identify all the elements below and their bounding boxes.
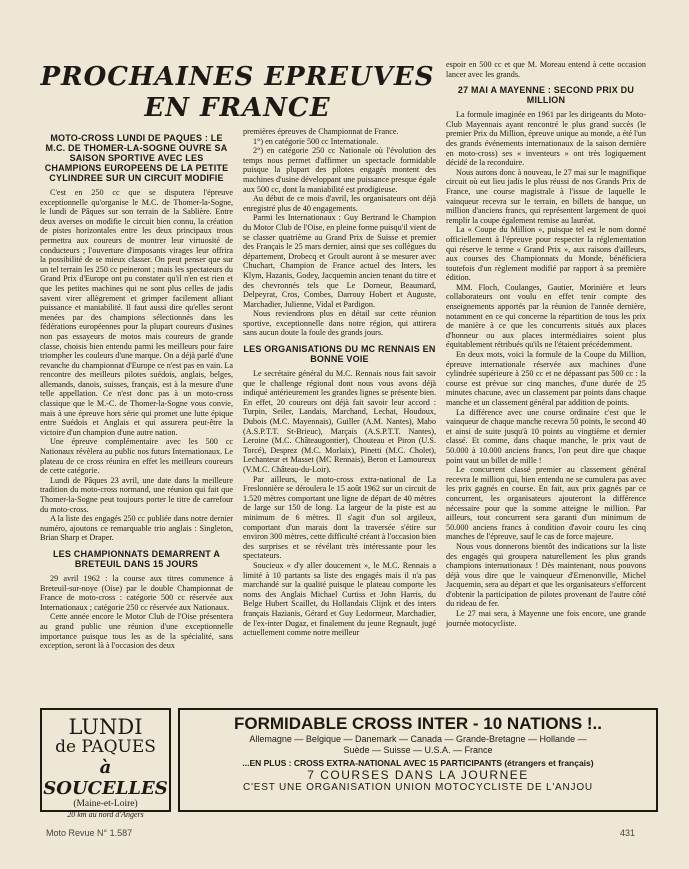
article-heading-breteuil: LES CHAMPIONNATS DEMARRENT A BRETEUIL DANS 15 JOURS xyxy=(52,548,221,569)
paragraph: Le secrétaire général du M.C. Rennais nous fait savoir que le challenge régional dont nous vous avons déjà indiqué antérieurement les grandes lignes se présente bien. En effet, 20 coureurs ont déjà fait savoir leur accord : Turpin, Seiler, Landais, Marchand, Lechat, Houdoux, Dubois (M.C. Mayennais), Guiller (A.M. Nantes), Mabo (A.S.P.T.T. St-Brieuc), Marçais (A.S.P.T.T. Nantes), Leroine (M.C. Châteaugontier), Chouteau et Piron (U.S. Torcé), Desprez (M.C. Morlaix), Pinetti (M.C. Cholet), Lechanteur et Masset (MC Rennais), Beron et Lamoureux (V.M.C. Château-du-Loir). xyxy=(243,369,436,474)
paragraph: 1°) en catégorie 500 cc Internationale. xyxy=(253,136,379,146)
article-column-3 xyxy=(446,60,646,697)
advert-line: 7 COURSES DANS LA JOURNEE xyxy=(307,768,529,782)
advert-line: (Maine-et-Loire) xyxy=(73,799,138,809)
advert-line: 20 km au nord d'Angers xyxy=(67,810,144,819)
advert-cross-inter xyxy=(178,708,658,812)
paragraph: Une épreuve complémentaire avec les 500 cc Nationaux révèlera au public nos futurs Internationaux. Le plateau de ce cross réunira en effet les meilleurs coureurs de cette catégorie. xyxy=(40,437,233,476)
page-headline xyxy=(40,62,435,124)
advert-line: LUNDI xyxy=(68,715,143,739)
paragraph: Nous aurons donc à nouveau, le 27 mai sur le magnifique circuit où eut lieu jadis le plus réussi de nos Grands Prix de France, une course magistrale à l'issue de laquelle le vainqueur recevra sur le terrain, en billets de banque, un million d'anciens francs, qui représentent largement de quoi remplir la coupe également remise au lauréat. xyxy=(446,167,646,225)
paragraph: 2°) en catégorie 250 cc Nationale où l'évolution des temps nous permet d'affirmer un spectacle formidable puisque la plupart des pilotes engagés montent des machines d'usine développant une puissance presque égale aux 500 cc, dont la maniabilité est prodigieuse. xyxy=(243,146,436,194)
paragraph: A la liste des engagés 250 cc publiée dans notre dernier numéro, ajoutons ce remarquable trio anglais : Singleton, Brian Sharp et Draper. xyxy=(40,514,233,543)
paragraph: premières épreuves de Championnat de France. xyxy=(243,127,399,136)
advert-line: C'EST UNE ORGANISATION UNION MOTOCYCLISTE DE L'ANJOU xyxy=(243,782,593,793)
footer-page-number: 431 xyxy=(620,828,636,838)
paragraph: La « Coupe du Million », puisque tel est le nom donné officiellement à l'épreuve pour respecter la réglementation qui réserve le terme « Grand Prix », aux raisons d'ailleurs, aux courses des Championnats du Monde, bénéficiera toutefois d'un règlement modifié par rapport à sa première édition. xyxy=(446,225,646,283)
paragraph: En deux mots, voici la formule de la Coupe du Million, épreuve internationale réservée aux machines d'une cylindrée supérieure à 250 cc et ne dépassant pas 500 cc : la course est prévue sur cinq manches, d'une durée de 25 minutes chacune, avec un classement par points dans chaque manche et un classement général par addition de points. xyxy=(446,350,646,407)
paragraph: Cette année encore le Motor Club de l'Oise présentera au grand public une réunion d'une exceptionnelle importance puisque tous les as de la spécialité, sans exception, seront là à l'occasion des deux xyxy=(40,612,233,651)
paragraph: Parmi les Internationaux : Guy Bertrand le Champion du Motor Club de l'Oise, en pleine forme puisqu'il vient de se classer quatrième au Grand Prix de Suisse et premier des Français le 25 mars dernier, ainsi que ses collègues du département, Drobecq et Groult auront à se mesurer avec Chuchart, Champion de France actuel des Inters, les Klym, Hazanis, Godey, Jacquemin ancien tenant du titre et des chevronnés tels que Le Dorneur, Beaumard, Delpeyrat, Cros, Combes, Darrouy Hobert et Auguste, Marchadier, Julienne, Vidal et Pardigon. xyxy=(243,213,436,309)
paragraph: Par ailleurs, le moto-cross extra-national de La Freslonnière se déroulera le 15 août 1962 sur un circuit de 1.520 mètres comportant une ligne de départ de 40 mètres de large sur 150 de long. La largeur de la piste est au minimum de 6 mètres. Il s'agit d'un sol argileux, comportant d'un marais dont la traversée s'étire sur environ 300 mètres, cette difficulté créant à l'occasion bien des surprises et se révélant très intéressante pour les spectateurs. xyxy=(243,474,436,561)
advert-line: de PAQUES xyxy=(55,737,156,757)
advert-line: à SOUCELLES xyxy=(43,757,168,799)
paragraph: Soucieux « d'y aller doucement », le M.C. Rennais a limité à 10 partants sa liste des engagés mais il n'a pas marchandé sur la qualité puisque le plateau comporte les noms des Anglais Michael Curtiss et John Harris, du Belge Hubert Scaillet, du Hollandais Clijnk et des inters français Hazianis, Gérard et Guy Ledormeur, Marchadier, de l'ex-inter Dugaz, et finalement du jeune Regnault, jugé actuellement comme notre meilleur xyxy=(243,560,436,638)
footer-issue: Moto Revue N° 1.587 xyxy=(46,828,133,838)
paragraph: espoir en 500 cc et que M. Moreau entend à cette occasion lancer avec les grands. xyxy=(446,60,646,79)
article-heading-rennais: LES ORGANISATIONS DU MC RENNAIS EN BONNE VOIE xyxy=(243,344,436,365)
headline-line-1: PROCHAINES EPREUVES xyxy=(40,62,435,92)
advert-lundi-soucelles xyxy=(40,708,171,819)
paragraph: C'est en 250 cc que se disputera l'épreuve exceptionnelle qu'organise le M.C. de Thomer-la-Sogne, le lundi de Pâques sur son terrain de la Sablière. Entre deux averses on modifie le circuit bien connu, la création de pistes horizontales entre les deux principaux trous permettra aux coureurs de montrer leur virtuosité de conducteurs ; l'ouverture d'imposants virages leur offrira la possibilité de se mieux classer. On peut penser que sur un tel terrain les 250 cc peineront ; mais les spectateurs du Grand Prix d'Europe ont pu constater qu'il n'en est rien et que les petites machines qui ne sont plus celles de jadis savent virer allègrement et grimper facilement alliant puissance et maniabilité. Il faut aussi dire qu'elles seront menées par des champions sélectionnés dans les fédérations européennes pour la plupart coureurs d'usines non pas essayeurs de motos mais coureurs de grande classe, choisis bien entendu parmi les meilleurs pour faire triompher les couleurs d'une marque. On a déjà parlé d'une revanche du championnat d'Europe ce n'est pas en vain. La rencontre des meilleurs pilotes suédois, anglais, belges, allemands, danois, suisses, français, est à la mesure d'une telle appellation. Ce n'est donc pas à un moto-cross classique que le M.-C. de Thomer-la-Sogne vous convie, mais à une épreuve hors série qui promet une lutte épique entre Suédois et Anglais et qui assurera peut-être la victoire d'un champion d'une autre nation. xyxy=(40,188,233,437)
paragraph: La formule imaginée en 1961 par les dirigeants du Moto-Club Mayennais ayant rencontré le plus grand succès (le premier Prix du Million, épreuve unique au monde, a été l'un des grands événements internationaux de la saison dernière en moto-cross) ses « inventeurs » ont très logiquement décidé de la reconduire. xyxy=(446,110,646,168)
article-heading-mayenne: 27 MAI A MAYENNE : SECOND PRIX DU MILLION xyxy=(457,85,635,106)
paragraph: Au début de ce mois d'avril, les organisateurs ont déjà enregistré plus de 40 engagements. xyxy=(243,194,436,213)
advert-nations: Suède — Suisse — U.S.A. — France xyxy=(343,745,493,755)
advert-nations: Allemagne — Belgique — Danemark — Canada — Grande-Bretagne — Hollande — xyxy=(249,734,587,744)
paragraph: Nous reviendrons plus en détail sur cette réunion sportive, exceptionnelle dans notre région, qui attirera sans aucun doute la foule des grands jours. xyxy=(243,309,436,338)
paragraph: La différence avec une course ordinaire c'est que le vainqueur de chaque manche recevra 50 points, le second 40 et ainsi de suite jusqu'à 10 points au vingtième et dernier classé. Et comme, dans chaque manche, le prix vaut de 50.000 à 10.000 anciens francs, l'on peut dire que chaque point vaut un billet de mille ! xyxy=(446,407,646,465)
paragraph: Nous vous donnerons bientôt des indications sur la liste des engagés qui groupera naturellement les plus grands champions internationaux ! Dès maintenant, nous pouvons déjà vous dire que le vainqueur d'Ernenonville, Michel Jacquemin, sera au départ et que les organisateurs s'efforcent d'obtenir la participation de pilotes provenant de l'autre côté du rideau de fer. xyxy=(446,541,646,609)
paragraph: Lundi de Pâques 23 avril, une date dans la meilleure tradition du moto-cross normand, une réunion qui fait que Thomer-la-Sogne peut toujours porter le titre de carrefour du moto-cross. xyxy=(40,475,233,514)
headline-line-2: EN FRANCE xyxy=(144,93,331,123)
paragraph: MM. Floch, Coulanges, Gautier, Morinière et leurs collaborateurs ont voulu en effet tenir compte des enseignements apportés par la réunion de l'année dernière, notamment en ce qui concerne la répartition de tous les prix de manière à ce que les concurrents situés aux places d'honneur ou aux places intermédiaires soient plus équitablement rétribués qu'ils ne l'étaient précédemment. xyxy=(446,282,646,350)
paragraph: Le 27 mai sera, à Mayenne une fois encore, une grande journée motocycliste. xyxy=(446,609,646,628)
article-column-1 xyxy=(40,127,233,697)
paragraph: Le concurrent classé premier au classement général recevra le million qui, bien entendu ne se cumulera pas avec les prix gagnés en course. En fait, aux prix gagnés par ce concurrent, les organisateurs ajouteront la différence nécessaire pour que la somme atteigne le million. Par ailleurs, tout concurrent sera garanti d'un minimum de 50.000 anciens francs à condition d'avoir couru les cinq manches de l'épreuve, sauf le cas de force majeure. xyxy=(446,465,646,542)
article-column-2 xyxy=(243,127,436,697)
advert-title: FORMIDABLE CROSS INTER - 10 NATIONS !.. xyxy=(233,714,603,733)
paragraph: 29 avril 1962 : la course aux titres commence à Breteuil-sur-noye (Oise) par le double Championnat de France de moto-cross : catégorie 500 cc réservée aux Internationaux ; catégorie 250 cc réservée aux Nationaux. xyxy=(40,573,233,612)
article-heading-thomer: MOTO-CROSS LUNDI DE PAQUES : LE M.C. DE THOMER-LA-SOGNE OUVRE SA SAISON SPORTIVE AVEC LES CHAMPIONS EUROPEENS DE LA PETITE CYLINDREE SUR UN CIRCUIT MODIFIE xyxy=(44,133,229,183)
advert-line: ...EN PLUS : CROSS EXTRA-NATIONAL AVEC 15 PARTICIPANTS (étrangers et français) xyxy=(242,758,594,768)
